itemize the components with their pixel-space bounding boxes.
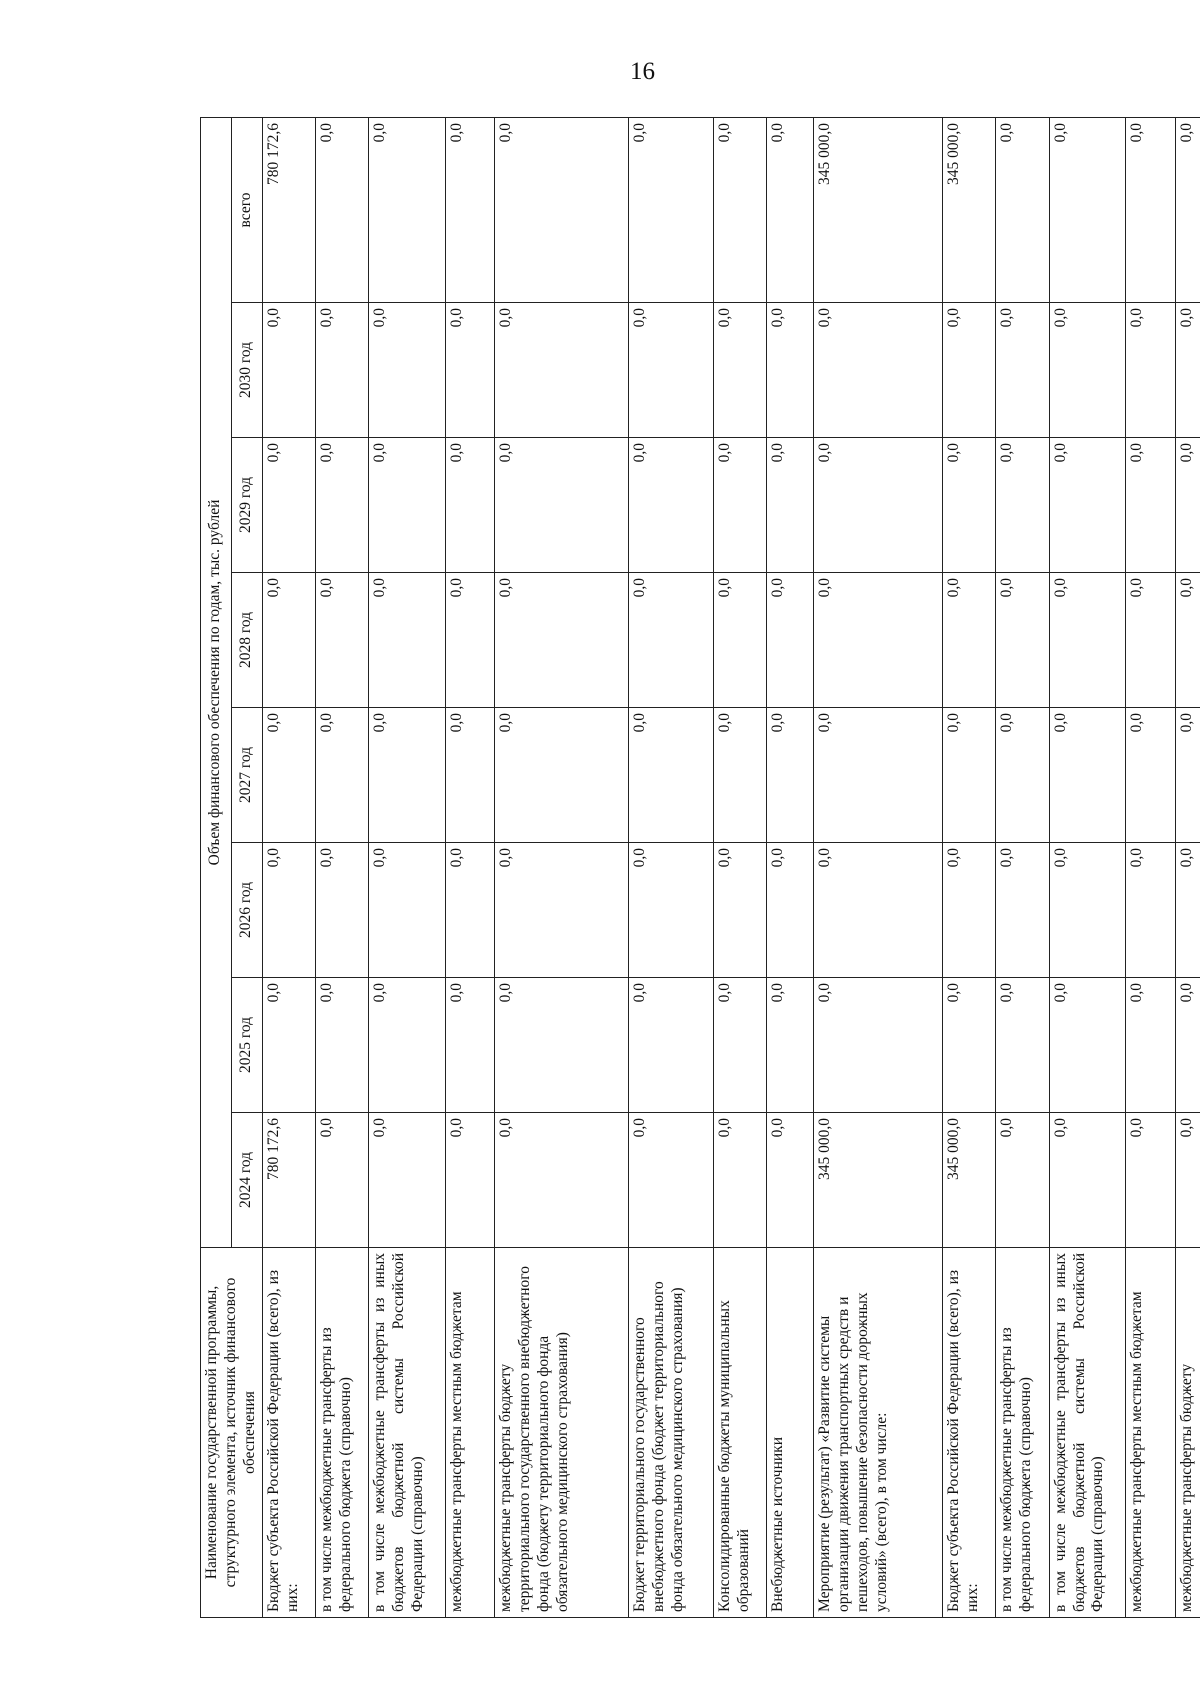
- cell-value: 0,0: [767, 843, 814, 978]
- cell-value: 0,0: [629, 438, 713, 573]
- header-year: 2027 год: [231, 708, 262, 843]
- cell-value: 0,0: [1049, 303, 1126, 438]
- cell-value: 0,0: [262, 573, 315, 708]
- table-row: [1175, 118, 1200, 1618]
- cell-value: 0,0: [713, 303, 766, 438]
- cell-value: 0,0: [262, 708, 315, 843]
- row-label: Консолидированные бюджеты муниципальных образований: [713, 1248, 766, 1618]
- cell-value: 0,0: [713, 438, 766, 573]
- row-label: межбюджетные трансферты бюджету: [1175, 1248, 1200, 1618]
- cell-value: 0,0: [814, 303, 943, 438]
- row-label: Бюджет территориального государственного внебюджетного фонда (бюджет территориального фонда обязательного медицинского страхования): [629, 1248, 713, 1618]
- cell-value: 0,0: [369, 1113, 446, 1248]
- cell-value: 0,0: [369, 708, 446, 843]
- cell-value: 0,0: [315, 303, 368, 438]
- header-year: 2028 год: [231, 573, 262, 708]
- cell-total: 0,0: [713, 118, 766, 303]
- cell-total: 0,0: [1175, 118, 1200, 303]
- cell-value: 0,0: [943, 438, 996, 573]
- row-label: в том числе межбюджетные трансферты из иных бюджетов бюджетной системы Российской Федерации (справочно): [369, 1248, 446, 1618]
- cell-value: 0,0: [315, 978, 368, 1113]
- cell-value: 0,0: [1126, 708, 1176, 843]
- cell-value: 0,0: [495, 303, 629, 438]
- financing-table: [200, 117, 1200, 1618]
- cell-total: 0,0: [369, 118, 446, 303]
- cell-value: 0,0: [262, 303, 315, 438]
- table-row: [996, 118, 1049, 1618]
- table-row: [767, 118, 814, 1618]
- cell-value: 0,0: [495, 843, 629, 978]
- cell-value: 0,0: [814, 708, 943, 843]
- cell-value: 0,0: [315, 573, 368, 708]
- cell-total: 780 172,6: [262, 118, 315, 303]
- row-label: Бюджет субъекта Российской Федерации (всего), из них:: [262, 1248, 315, 1618]
- header-year: 2030 год: [231, 303, 262, 438]
- rotated-table-wrapper: [200, 118, 1200, 1618]
- cell-total: 345 000,0: [943, 118, 996, 303]
- cell-value: 0,0: [495, 438, 629, 573]
- table-row: [1126, 118, 1176, 1618]
- cell-value: 0,0: [943, 978, 996, 1113]
- cell-value: 0,0: [315, 708, 368, 843]
- cell-value: 0,0: [1049, 573, 1126, 708]
- row-label: в том числе межбюджетные трансферты из иных бюджетов бюджетной системы Российской Федерации (справочно): [1049, 1248, 1126, 1618]
- cell-value: 0,0: [996, 708, 1049, 843]
- cell-value: 0,0: [1175, 843, 1200, 978]
- table-row: [262, 118, 315, 1618]
- cell-value: 0,0: [1175, 1113, 1200, 1248]
- cell-value: 0,0: [943, 708, 996, 843]
- cell-total: 0,0: [629, 118, 713, 303]
- cell-total: 0,0: [767, 118, 814, 303]
- cell-value: 0,0: [445, 978, 495, 1113]
- cell-value: 0,0: [713, 708, 766, 843]
- cell-value: 0,0: [495, 708, 629, 843]
- cell-value: 0,0: [767, 708, 814, 843]
- cell-value: 0,0: [629, 1113, 713, 1248]
- header-year: 2025 год: [231, 978, 262, 1113]
- cell-value: 0,0: [1126, 1113, 1176, 1248]
- header-name-column: Наименование государственной программы, структурного элемента, источник финансового обеспечения: [201, 1248, 263, 1618]
- cell-value: 0,0: [1126, 438, 1176, 573]
- cell-value: 0,0: [445, 708, 495, 843]
- cell-value: 0,0: [713, 1113, 766, 1248]
- header-total: всего: [231, 118, 262, 303]
- cell-value: 0,0: [262, 438, 315, 573]
- cell-value: 0,0: [495, 573, 629, 708]
- cell-value: 0,0: [996, 1113, 1049, 1248]
- cell-value: 0,0: [814, 573, 943, 708]
- cell-total: 345 000,0: [814, 118, 943, 303]
- cell-total: 0,0: [1126, 118, 1176, 303]
- cell-value: 0,0: [369, 438, 446, 573]
- table-row: [943, 118, 996, 1618]
- row-label: в том числе межбюджетные трансферты из федерального бюджета (справочно): [315, 1248, 368, 1618]
- cell-total: 0,0: [1049, 118, 1126, 303]
- row-label: межбюджетные трансферты местным бюджетам: [1126, 1248, 1176, 1618]
- table-row: [814, 118, 943, 1618]
- cell-value: 0,0: [629, 573, 713, 708]
- cell-value: 0,0: [1126, 303, 1176, 438]
- cell-value: 0,0: [1175, 303, 1200, 438]
- cell-value: 0,0: [445, 438, 495, 573]
- row-label: Внебюджетные источники: [767, 1248, 814, 1618]
- cell-value: 0,0: [996, 843, 1049, 978]
- cell-value: 345 000,0: [814, 1113, 943, 1248]
- cell-value: 0,0: [629, 843, 713, 978]
- header-year: 2024 год: [231, 1113, 262, 1248]
- cell-value: 0,0: [713, 843, 766, 978]
- row-label: Мероприятие (результат) «Развитие системы организации движения транспортных средств и пешеходов, повышение безопасности дорожных условий» (всего), в том числе:: [814, 1248, 943, 1618]
- cell-total: 0,0: [495, 118, 629, 303]
- cell-value: 0,0: [1175, 708, 1200, 843]
- cell-value: 0,0: [814, 843, 943, 978]
- cell-value: 0,0: [629, 303, 713, 438]
- cell-value: 0,0: [1175, 573, 1200, 708]
- cell-value: 0,0: [943, 573, 996, 708]
- cell-value: 0,0: [315, 1113, 368, 1248]
- table-row: [495, 118, 629, 1618]
- table-row: [629, 118, 713, 1618]
- cell-value: 0,0: [1126, 843, 1176, 978]
- table-row: [315, 118, 368, 1618]
- cell-total: 0,0: [315, 118, 368, 303]
- header-year: 2029 год: [231, 438, 262, 573]
- cell-value: 0,0: [996, 438, 1049, 573]
- cell-value: 0,0: [713, 978, 766, 1113]
- cell-value: 0,0: [369, 303, 446, 438]
- row-label: межбюджетные трансферты местным бюджетам: [445, 1248, 495, 1618]
- cell-value: 0,0: [445, 573, 495, 708]
- header-year: 2026 год: [231, 843, 262, 978]
- cell-value: 0,0: [369, 843, 446, 978]
- cell-value: 0,0: [369, 978, 446, 1113]
- cell-value: 0,0: [996, 303, 1049, 438]
- cell-value: 0,0: [1049, 978, 1126, 1113]
- cell-value: 0,0: [713, 573, 766, 708]
- cell-value: 0,0: [1175, 438, 1200, 573]
- cell-value: 0,0: [1049, 843, 1126, 978]
- cell-value: 0,0: [445, 1113, 495, 1248]
- cell-value: 0,0: [943, 843, 996, 978]
- cell-total: 0,0: [445, 118, 495, 303]
- row-label: в том числе межбюджетные трансферты из федерального бюджета (справочно): [996, 1248, 1049, 1618]
- cell-value: 0,0: [262, 978, 315, 1113]
- cell-value: 0,0: [767, 1113, 814, 1248]
- cell-value: 0,0: [445, 303, 495, 438]
- cell-value: 0,0: [767, 438, 814, 573]
- cell-value: 0,0: [629, 978, 713, 1113]
- table-row: [713, 118, 766, 1618]
- cell-value: 0,0: [495, 978, 629, 1113]
- cell-value: 0,0: [315, 843, 368, 978]
- cell-value: 345 000,0: [943, 1113, 996, 1248]
- cell-value: 0,0: [767, 978, 814, 1113]
- cell-value: 0,0: [814, 438, 943, 573]
- table-row: [445, 118, 495, 1618]
- cell-value: 0,0: [445, 843, 495, 978]
- page-number: 16: [630, 58, 655, 85]
- cell-value: 0,0: [1126, 573, 1176, 708]
- header-year-group: Объем финансового обеспечения по годам, тыс. рублей: [201, 118, 232, 1248]
- cell-value: 0,0: [1049, 438, 1126, 573]
- cell-value: 0,0: [943, 303, 996, 438]
- cell-value: 0,0: [1175, 978, 1200, 1113]
- cell-value: 0,0: [996, 573, 1049, 708]
- cell-value: 0,0: [767, 573, 814, 708]
- cell-value: 0,0: [996, 978, 1049, 1113]
- cell-value: 0,0: [262, 843, 315, 978]
- cell-value: 780 172,6: [262, 1113, 315, 1248]
- row-label: Бюджет субъекта Российской Федерации (всего), из них:: [943, 1248, 996, 1618]
- cell-value: 0,0: [1126, 978, 1176, 1113]
- table-row: [369, 118, 446, 1618]
- cell-value: 0,0: [1049, 708, 1126, 843]
- cell-value: 0,0: [767, 303, 814, 438]
- cell-value: 0,0: [814, 978, 943, 1113]
- table-row: [1049, 118, 1126, 1618]
- cell-value: 0,0: [315, 438, 368, 573]
- cell-value: 0,0: [495, 1113, 629, 1248]
- row-label: межбюджетные трансферты бюджету территориального государственного внебюджетного фонда (бюджету территориального фонда обязательного медицинского страхования): [495, 1248, 629, 1618]
- cell-total: 0,0: [996, 118, 1049, 303]
- cell-value: 0,0: [369, 573, 446, 708]
- table-body: [262, 118, 1200, 1618]
- cell-value: 0,0: [629, 708, 713, 843]
- cell-value: 0,0: [1049, 1113, 1126, 1248]
